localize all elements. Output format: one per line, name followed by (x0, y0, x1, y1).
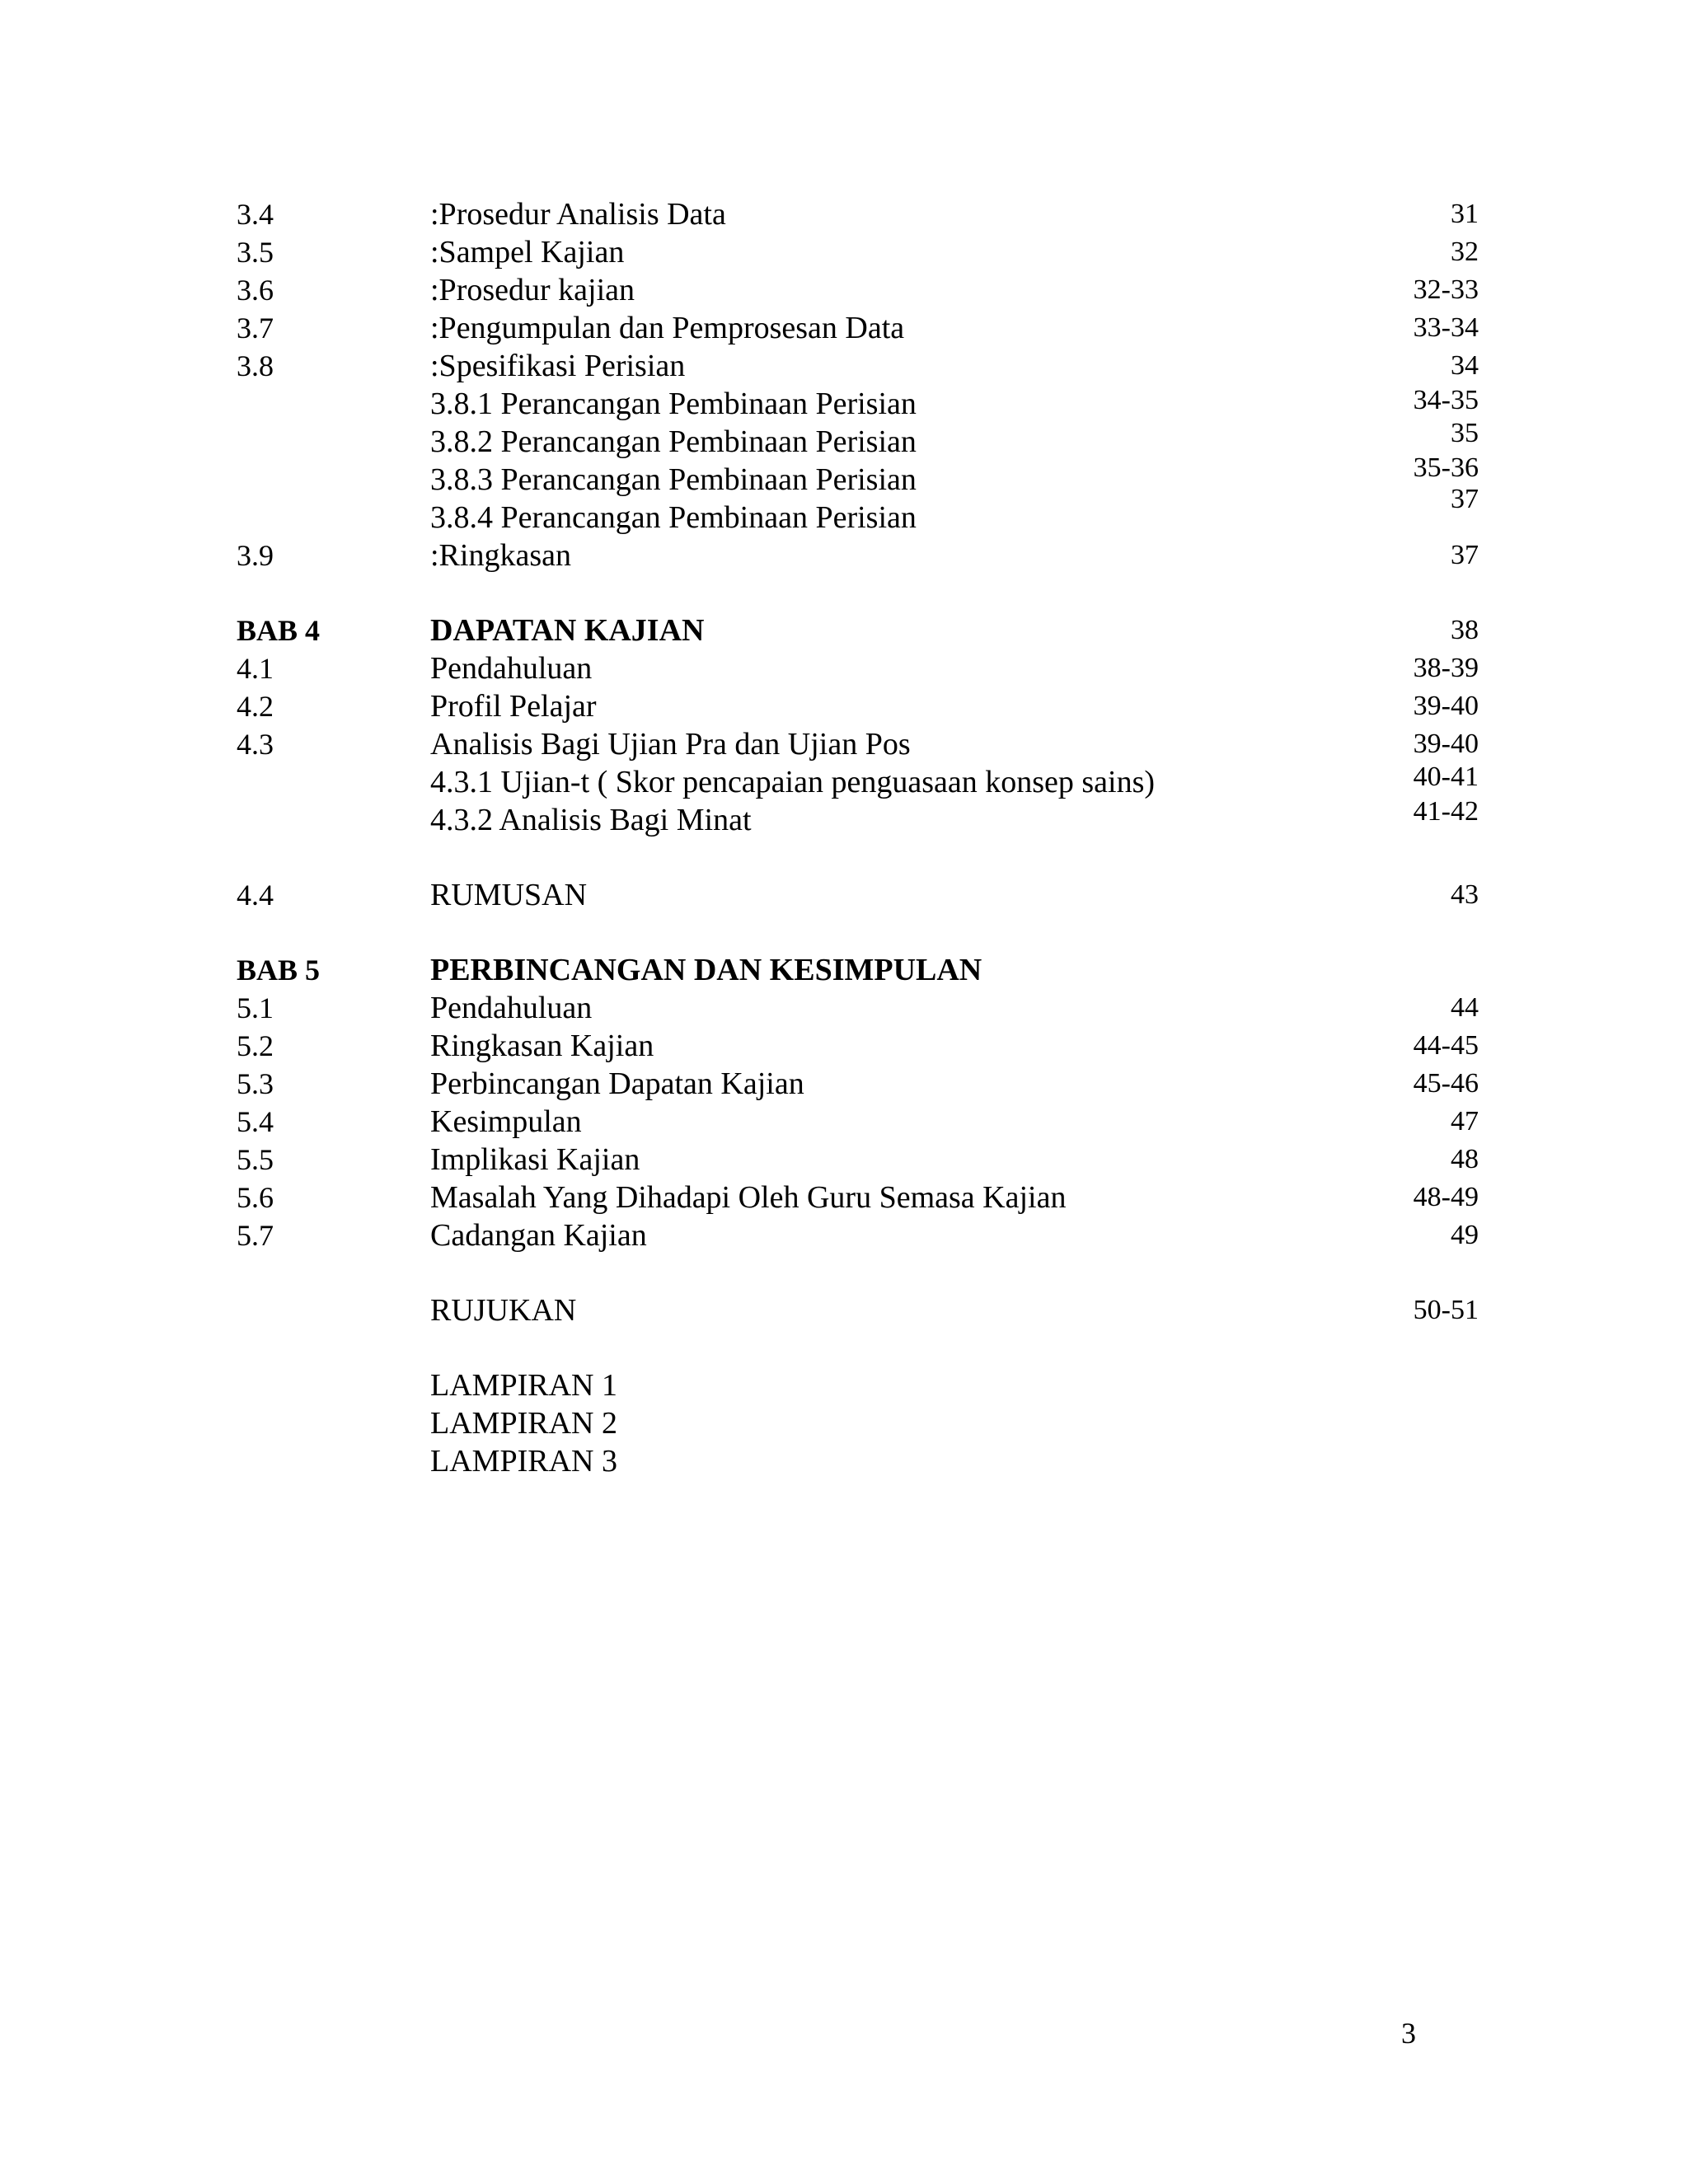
toc-entry-title: Masalah Yang Dihadapi Oleh Guru Semasa Kajian (430, 1180, 1067, 1215)
toc-entry (0, 484, 1688, 537)
toc-entry-page: 37 (1451, 540, 1479, 570)
toc-entry (0, 537, 1688, 574)
toc-entry-number: 5.6 (237, 1181, 274, 1214)
toc-entry-number: 5.2 (237, 1029, 274, 1062)
toc-entry-title: 3.8.1 Perancangan Pembinaan Perisian (430, 387, 917, 421)
toc-entry-title: 3.8.3 Perancangan Pembinaan Perisian (430, 462, 917, 497)
toc-entry-page: 39-40 (1413, 691, 1479, 721)
toc-entry-page: 38-39 (1413, 653, 1479, 683)
toc-entry-number: 3.6 (237, 274, 274, 307)
toc-entry-title: DAPATAN KAJIAN (430, 613, 705, 648)
toc-entry (0, 1065, 1688, 1103)
toc-entry (0, 612, 1688, 649)
toc-entry (0, 1179, 1688, 1216)
toc-entry-title: Profil Pelajar (430, 689, 597, 724)
toc-entry-page: 45-46 (1413, 1068, 1479, 1099)
toc-entry (0, 1103, 1688, 1141)
toc-entry-title: LAMPIRAN 2 (430, 1406, 617, 1441)
toc-entry (0, 796, 1688, 839)
toc-entry (0, 989, 1688, 1027)
toc-entry (0, 452, 1688, 499)
toc-entry-page: 44 (1451, 992, 1479, 1023)
toc-entry-number: BAB 5 (237, 954, 321, 987)
toc-entry-number: 3.9 (237, 539, 274, 572)
toc-entry (0, 309, 1688, 347)
toc-entry-page: 35-36 (1413, 452, 1479, 483)
toc-entry-page: 32 (1451, 237, 1479, 267)
toc-entry-page: 32-33 (1413, 274, 1479, 305)
toc-entry-number: 4.1 (237, 652, 274, 685)
toc-entry-page: 40-41 (1413, 762, 1479, 792)
toc-entry-title: Kesimpulan (430, 1104, 582, 1139)
toc-entry (0, 233, 1688, 271)
toc-entry-page: 48 (1451, 1144, 1479, 1174)
toc-entry-title: Cadangan Kajian (430, 1218, 647, 1253)
toc-entry (0, 1291, 1688, 1329)
toc-entry-title: :Prosedur Analisis Data (430, 197, 726, 232)
toc-entry (0, 385, 1688, 423)
toc-entry-number: 5.7 (237, 1219, 274, 1252)
toc-entry-number: 3.5 (237, 236, 274, 269)
toc-entry-page: 34-35 (1413, 385, 1479, 415)
toc-entry-number: 4.2 (237, 690, 274, 723)
toc-entry (0, 687, 1688, 725)
toc-entry (0, 1027, 1688, 1065)
toc-entry-title: RUJUKAN (430, 1293, 577, 1328)
page-number: 3 (1401, 2017, 1416, 2050)
toc-entry-page: 31 (1451, 199, 1479, 229)
toc-entry-page: 33-34 (1413, 312, 1479, 343)
toc-entry-number: 5.3 (237, 1067, 274, 1100)
toc-entry-title: Implikasi Kajian (430, 1142, 640, 1177)
toc-entry-title: :Ringkasan (430, 538, 571, 573)
toc-entry-title: Perbincangan Dapatan Kajian (430, 1066, 804, 1101)
toc-entry-title: Analisis Bagi Ujian Pra dan Ujian Pos (430, 727, 911, 762)
toc-entry (0, 1404, 1688, 1442)
toc-entry-page: 49 (1451, 1220, 1479, 1250)
toc-entry-title: 4.3.1 Ujian-t ( Skor pencapaian penguasaan konsep sains) (430, 765, 1156, 799)
toc-entry-title: Pendahuluan (430, 651, 593, 686)
toc-entry (0, 649, 1688, 687)
toc-entry-number: 4.3 (237, 728, 274, 761)
toc-entry-number: 3.4 (237, 198, 274, 231)
toc-entry (0, 271, 1688, 309)
toc-entry-page: 43 (1451, 879, 1479, 910)
toc-entry-title: :Spesifikasi Perisian (430, 349, 686, 383)
toc-entry-page: 35 (1451, 418, 1479, 448)
toc-entry-page: 44-45 (1413, 1030, 1479, 1061)
toc-entry-title: 3.8.4 Perancangan Pembinaan Perisian (430, 500, 917, 535)
toc-entry (0, 347, 1688, 385)
toc-entry-title: :Pengumpulan dan Pemprosesan Data (430, 311, 905, 345)
toc-entry-title: :Sampel Kajian (430, 235, 625, 269)
toc-entry-number: BAB 4 (237, 614, 321, 647)
toc-entry-number: 4.4 (237, 879, 274, 912)
toc-entry (0, 1442, 1688, 1480)
toc-entry-number: 5.4 (237, 1105, 274, 1138)
toc-entry-page: 37 (1451, 484, 1479, 514)
toc-entry-title: PERBINCANGAN DAN KESIMPULAN (430, 953, 982, 987)
toc-entry-title: LAMPIRAN 1 (430, 1368, 617, 1403)
toc-entry-title: Ringkasan Kajian (430, 1029, 654, 1063)
toc-entry (0, 1366, 1688, 1404)
toc-entry (0, 1216, 1688, 1254)
toc-entry-title: :Prosedur kajian (430, 273, 635, 307)
toc-entry-page: 41-42 (1413, 796, 1479, 827)
toc-entry-title: Pendahuluan (430, 991, 593, 1025)
toc-entry-title: 4.3.2 Analisis Bagi Minat (430, 803, 752, 837)
toc-entry-page: 34 (1451, 350, 1479, 381)
toc-entry-number: 3.7 (237, 312, 274, 344)
toc-entry-number: 5.5 (237, 1143, 274, 1176)
toc-entry-title: RUMUSAN (430, 878, 588, 912)
toc-entry-page: 39-40 (1413, 729, 1479, 759)
toc-entry (0, 876, 1688, 914)
toc-entry-number: 3.8 (237, 349, 274, 382)
toc-entry-page: 50-51 (1413, 1295, 1479, 1325)
toc-entry-page: 48-49 (1413, 1182, 1479, 1212)
toc-entry-title: 3.8.2 Perancangan Pembinaan Perisian (430, 424, 917, 459)
toc-entry-title: LAMPIRAN 3 (430, 1444, 617, 1479)
toc-entry (0, 1141, 1688, 1179)
toc-entry-number: 5.1 (237, 991, 274, 1024)
toc-entry (0, 195, 1688, 233)
toc-entry-page: 38 (1451, 615, 1479, 645)
toc-entry (0, 951, 1688, 989)
toc-entry-page: 47 (1451, 1106, 1479, 1137)
